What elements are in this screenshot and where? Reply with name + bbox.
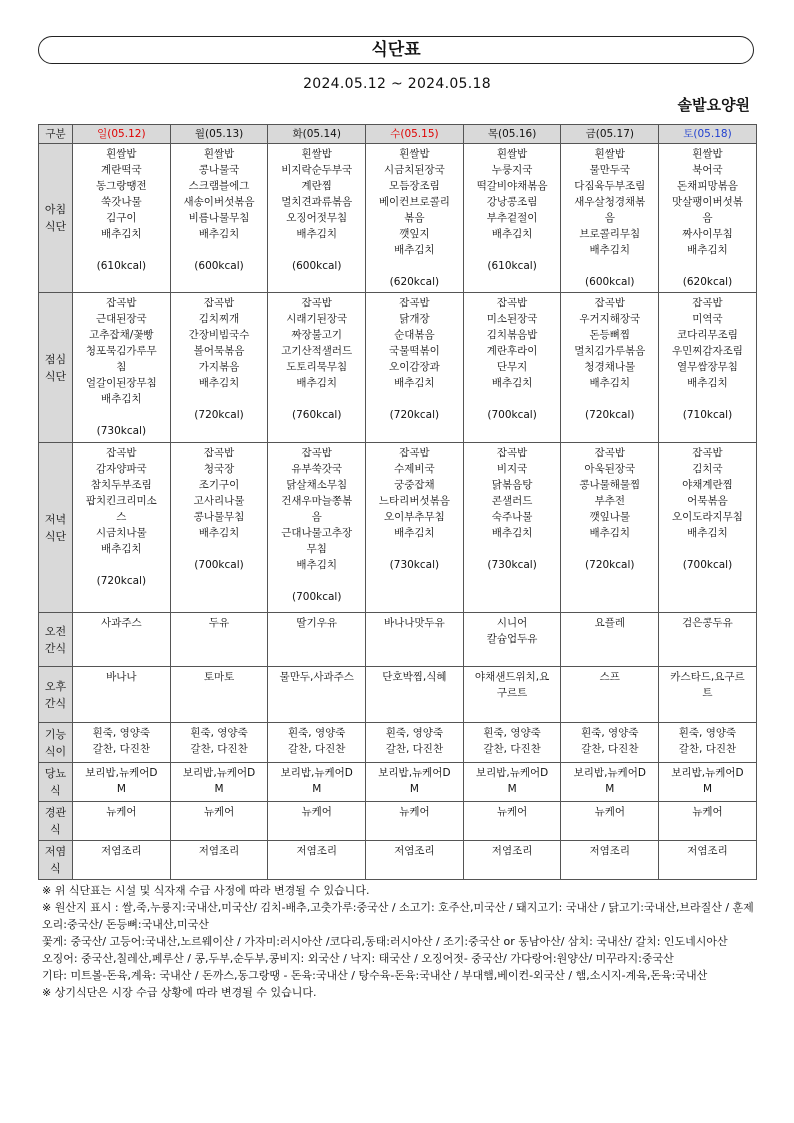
menu-cell-text: 보리밥,뉴케어D M [475, 767, 549, 795]
menu-cell [561, 802, 659, 841]
day-header: 수(05.15) [366, 125, 464, 144]
menu-cell [268, 293, 366, 443]
column-label: 구분 [39, 125, 73, 144]
menu-cell [73, 144, 171, 293]
menu-cell-text: 뉴케어 [106, 806, 137, 818]
diabetic-diet-row [39, 763, 757, 802]
menu-cell [268, 443, 366, 613]
menu-cell-text: 검은콩두유 [682, 617, 733, 629]
note-line: 꽃게: 중국산/ 고등어:국내산,노르웨이산 / 가자미:러시아산 /코다리,동태:러시아산 / 조기:중국산 or 동남아산/ 삼치: 국내산/ 갈치: 인도네시아산 [42, 935, 728, 948]
row-label: 저녁 식단 [39, 443, 73, 613]
menu-cell [268, 763, 366, 802]
menu-cell-text: 뉴케어 [692, 806, 723, 818]
menu-cell-text: 보리밥,뉴케어D M [378, 767, 451, 795]
row-label: 오후 간식 [39, 667, 73, 723]
menu-cell [463, 763, 561, 802]
menu-cell [366, 443, 464, 613]
menu-cell-text: 잡곡밥 우거지해장국 돈등뼈찜 멸치김가루볶음 청경채나물 배추김치 (720kcal) [574, 297, 646, 421]
menu-cell [463, 613, 561, 667]
menu-cell [170, 802, 268, 841]
menu-cell-text: 보리밥,뉴케어D M [182, 767, 256, 795]
menu-cell-text: 흰죽, 영양죽 갈찬, 다진찬 [288, 727, 346, 755]
menu-cell-text: 잡곡밥 닭개장 순대볶음 국물떡볶이 오이감장과 배추김치 (720kcal) [389, 297, 440, 421]
menu-cell-text: 물만두,사과주스 [279, 671, 354, 683]
menu-cell [73, 443, 171, 613]
note-line: ※ 위 식단표는 시설 및 식자재 수급 사정에 따라 변경될 수 있습니다. [42, 884, 370, 897]
day-header: 토(05.18) [659, 125, 757, 144]
menu-cell [659, 802, 757, 841]
menu-cell-text: 뉴케어 [594, 806, 625, 818]
day-header: 목(05.16) [463, 125, 561, 144]
pm-snack-row [39, 667, 757, 723]
menu-cell [659, 443, 757, 613]
menu-cell-text: 뉴케어 [203, 806, 235, 818]
menu-cell [170, 723, 268, 763]
menu-cell-text: 보리밥,뉴케어D M [573, 767, 646, 795]
menu-cell [561, 723, 659, 763]
menu-cell [561, 443, 659, 613]
menu-cell-text: 시니어 칼슘업두유 [486, 617, 538, 645]
menu-cell [366, 293, 464, 443]
menu-cell [463, 144, 561, 293]
header-row [39, 125, 757, 144]
day-header: 금(05.17) [561, 125, 659, 144]
menu-cell [73, 841, 171, 880]
menu-cell [659, 723, 757, 763]
menu-cell [463, 293, 561, 443]
menu-cell [366, 144, 464, 293]
menu-cell [561, 841, 659, 880]
note-line: ※ 원산지 표시 : 쌀,죽,누룽지:국내산,미국산/ 김치-배추,고춧가루:중국산 / 소고기: 호주산,미국산 / 돼지고기: 국내산 / 닭고기:국내산,브라질산 / 훈제오리:중국산/ 돈등뼈:국내산,미국산 [42, 901, 754, 931]
menu-cell-text: 바나나맛두유 [383, 617, 445, 629]
low-salt-row [39, 841, 757, 880]
menu-cell [170, 613, 268, 667]
menu-cell [366, 613, 464, 667]
menu-cell-text: 카스타드,요구르 트 [670, 671, 745, 699]
menu-cell-text: 단호박찜,식혜 [382, 671, 447, 683]
day-header: 월(05.13) [170, 125, 268, 144]
lunch-row [39, 293, 757, 443]
functional-diet-row [39, 723, 757, 763]
menu-cell-text: 뉴케어 [301, 806, 332, 818]
menu-cell [170, 763, 268, 802]
menu-cell [170, 667, 268, 723]
menu-cell [659, 667, 757, 723]
breakfast-row [39, 144, 757, 293]
menu-cell-text: 흰쌀밥 북어국 돈채피망볶음 맛살팽이버섯볶 음 짜사이무침 배추김치 (620kcal) [671, 148, 743, 288]
tube-feeding-row [39, 802, 757, 841]
menu-cell [170, 293, 268, 443]
menu-cell-text: 흰죽, 영양죽 갈찬, 다진찬 [483, 727, 541, 755]
menu-cell [659, 293, 757, 443]
menu-cell-text: 뉴케어 [496, 806, 528, 818]
menu-cell-text: 야채샌드위치,요 구르트 [474, 671, 550, 699]
menu-cell-text: 흰죽, 영양죽 갈찬, 다진찬 [678, 727, 737, 755]
menu-cell [659, 841, 757, 880]
day-header: 화(05.14) [268, 125, 366, 144]
menu-cell [268, 802, 366, 841]
menu-cell-text: 흰죽, 영양죽 갈찬, 다진찬 [190, 727, 248, 755]
menu-cell [170, 144, 268, 293]
notes [42, 882, 762, 1001]
menu-cell [659, 763, 757, 802]
facility-name: 솔밭요양원 [677, 96, 750, 114]
menu-cell-text: 잡곡밥 근대된장국 고추잡채/꽃빵 청포묵김가루무 침 얼갈이된장무침 배추김치 (730kcal) [85, 297, 157, 437]
menu-cell [561, 293, 659, 443]
menu-cell [73, 723, 171, 763]
menu-cell [561, 763, 659, 802]
menu-cell [463, 802, 561, 841]
menu-cell-text: 두유 [208, 617, 230, 629]
row-label: 점심 식단 [39, 293, 73, 443]
date-range: 2024.05.12 ~ 2024.05.18 [303, 76, 491, 92]
day-header: 일(05.12) [73, 125, 171, 144]
menu-cell-text: 흰쌀밥 시금치된장국 모듬장조림 베이컨브로콜리 볶음 깻잎지 배추김치 (620kcal) [378, 148, 450, 288]
menu-cell-text: 잡곡밥 미소된장국 김치볶음밥 계란후라이 단무지 배추김치 (700kcal) [486, 297, 538, 421]
note-line: 오징어: 중국산,칠레산,페루산 / 콩,두부,순두부,콩비지: 외국산 / 낙지: 태국산 / 오징어젓- 중국산/ 가다랑어:원양산/ 미꾸라지:중국산 [42, 952, 674, 965]
am-snack-row [39, 613, 757, 667]
menu-cell-text: 잡곡밥 청국장 조기구이 고사리나물 콩나물무침 배추김치 (700kcal) [193, 447, 245, 571]
menu-cell [659, 144, 757, 293]
menu-cell-text: 흰쌀밥 누룽지국 떡갈비야채볶음 강낭콩조림 부추겉절이 배추김치 (610kcal) [476, 148, 548, 272]
row-label: 오전 간식 [39, 613, 73, 667]
menu-cell [268, 667, 366, 723]
menu-cell [268, 613, 366, 667]
row-label: 저염 식 [39, 841, 73, 880]
menu-cell-text: 저염조리 [589, 845, 631, 857]
menu-cell-text: 흰쌀밥 콩나물국 스크램블에그 새송이버섯볶음 비름나물무침 배추김치 (600kcal) [183, 148, 255, 272]
page-title: 식단표 [38, 36, 754, 64]
menu-cell [268, 723, 366, 763]
row-label: 아침 식단 [39, 144, 73, 293]
menu-cell-text: 흰쌀밥 비지락순두부국 계란찜 멸치견과류볶음 오징어젓무침 배추김치 (600kcal) [281, 148, 353, 272]
menu-cell-text: 잡곡밥 미역국 코다리무조림 우민찌감자조림 열무쌈장무침 배추김치 (710kcal) [671, 297, 743, 421]
menu-cell-text: 흰쌀밥 계란떡국 동그랑땡전 쑥갓나물 김구이 배추김치 (610kcal) [95, 148, 147, 272]
menu-cell-text: 저염조리 [101, 845, 142, 857]
menu-cell [561, 144, 659, 293]
menu-cell-text: 잡곡밥 김치찌개 간장비빔국수 볼어묵볶음 가지볶음 배추김치 (720kcal) [188, 297, 250, 421]
menu-cell-text: 흰쌀밥 물만두국 다짐육두부조림 새우살청경채볶 음 브로콜리무침 배추김치 (600kcal) [574, 148, 646, 288]
menu-cell [366, 723, 464, 763]
menu-cell [73, 667, 171, 723]
menu-cell-text: 스프 [599, 671, 620, 683]
note-line: 기타: 미트볼-돈육,계육: 국내산 / 돈까스,동그랑땡 - 돈육:국내산 / 탕수육-돈육:국내산 / 부대햄,베이컨-외국산 / 햄,소시지-계육,돈육:국내산 [42, 969, 708, 982]
menu-cell-text: 토마토 [203, 671, 235, 683]
menu-cell-text: 저염조리 [198, 845, 240, 857]
menu-cell-text: 보리밥,뉴케어D M [85, 767, 158, 795]
menu-table [38, 124, 757, 880]
menu-cell [73, 763, 171, 802]
row-label: 기능 식이 [39, 723, 73, 763]
row-label: 당뇨 식 [39, 763, 73, 802]
menu-cell [463, 723, 561, 763]
menu-cell [170, 443, 268, 613]
menu-cell [73, 293, 171, 443]
menu-cell-text: 보리밥,뉴케어D M [280, 767, 353, 795]
menu-cell [366, 763, 464, 802]
menu-cell-text: 잡곡밥 감자양파국 참치두부조림 팝치킨크리미소 스 시금치나물 배추김치 (720kcal) [85, 447, 157, 587]
menu-cell [463, 841, 561, 880]
menu-cell [561, 667, 659, 723]
menu-cell-text: 저염조리 [394, 845, 435, 857]
menu-cell [170, 841, 268, 880]
menu-cell-text: 저염조리 [296, 845, 337, 857]
menu-cell [366, 802, 464, 841]
menu-cell-text: 흰죽, 영양죽 갈찬, 다진찬 [92, 727, 151, 755]
menu-cell-text: 잡곡밥 유부쑥갓국 닭살채소무침 건새우마늘쫑볶 음 근대나물고추장 무침 배추김치 (700kcal) [281, 447, 353, 603]
dinner-row [39, 443, 757, 613]
menu-cell [268, 841, 366, 880]
menu-cell [463, 667, 561, 723]
menu-cell-text: 흰죽, 영양죽 갈찬, 다진찬 [581, 727, 639, 755]
menu-cell-text: 바나나 [106, 671, 137, 683]
menu-cell-text: 잡곡밥 아욱된장국 콩나물해물찜 부추전 깻잎나물 배추김치 (720kcal) [579, 447, 641, 571]
menu-cell [561, 613, 659, 667]
menu-cell [366, 841, 464, 880]
menu-cell-text: 잡곡밥 시래기된장국 짜장불고기 고기산적샐러드 도토리묵무침 배추김치 (760kcal) [281, 297, 353, 421]
note-line: ※ 상기식단은 시장 수급 상황에 따라 변경될 수 있습니다. [42, 986, 317, 999]
menu-cell [366, 667, 464, 723]
menu-cell-text: 저염조리 [687, 845, 728, 857]
menu-cell-text: 사과주스 [101, 617, 142, 629]
menu-cell-text: 잡곡밥 수제비국 궁중잡채 느타리버섯볶음 오이부추무침 배추김치 (730kcal) [378, 447, 450, 571]
menu-cell-text: 잡곡밥 김치국 야채계란찜 어묵볶음 오이도라지무침 배추김치 (700kcal) [671, 447, 743, 571]
menu-cell-text: 흰죽, 영양죽 갈찬, 다진찬 [385, 727, 444, 755]
menu-cell-text: 잡곡밥 비지국 닭볶음탕 콘샐러드 숙주나물 배추김치 (730kcal) [487, 447, 537, 571]
menu-cell [73, 613, 171, 667]
menu-cell-text: 딸기우유 [296, 617, 337, 629]
menu-cell [73, 802, 171, 841]
menu-cell-text: 뉴케어 [399, 806, 430, 818]
menu-cell [463, 443, 561, 613]
menu-cell-text: 저염조리 [491, 845, 533, 857]
menu-cell-text: 보리밥,뉴케어D M [671, 767, 744, 795]
menu-cell [268, 144, 366, 293]
row-label: 경관 식 [39, 802, 73, 841]
menu-cell [659, 613, 757, 667]
menu-cell-text: 요플레 [594, 617, 625, 629]
